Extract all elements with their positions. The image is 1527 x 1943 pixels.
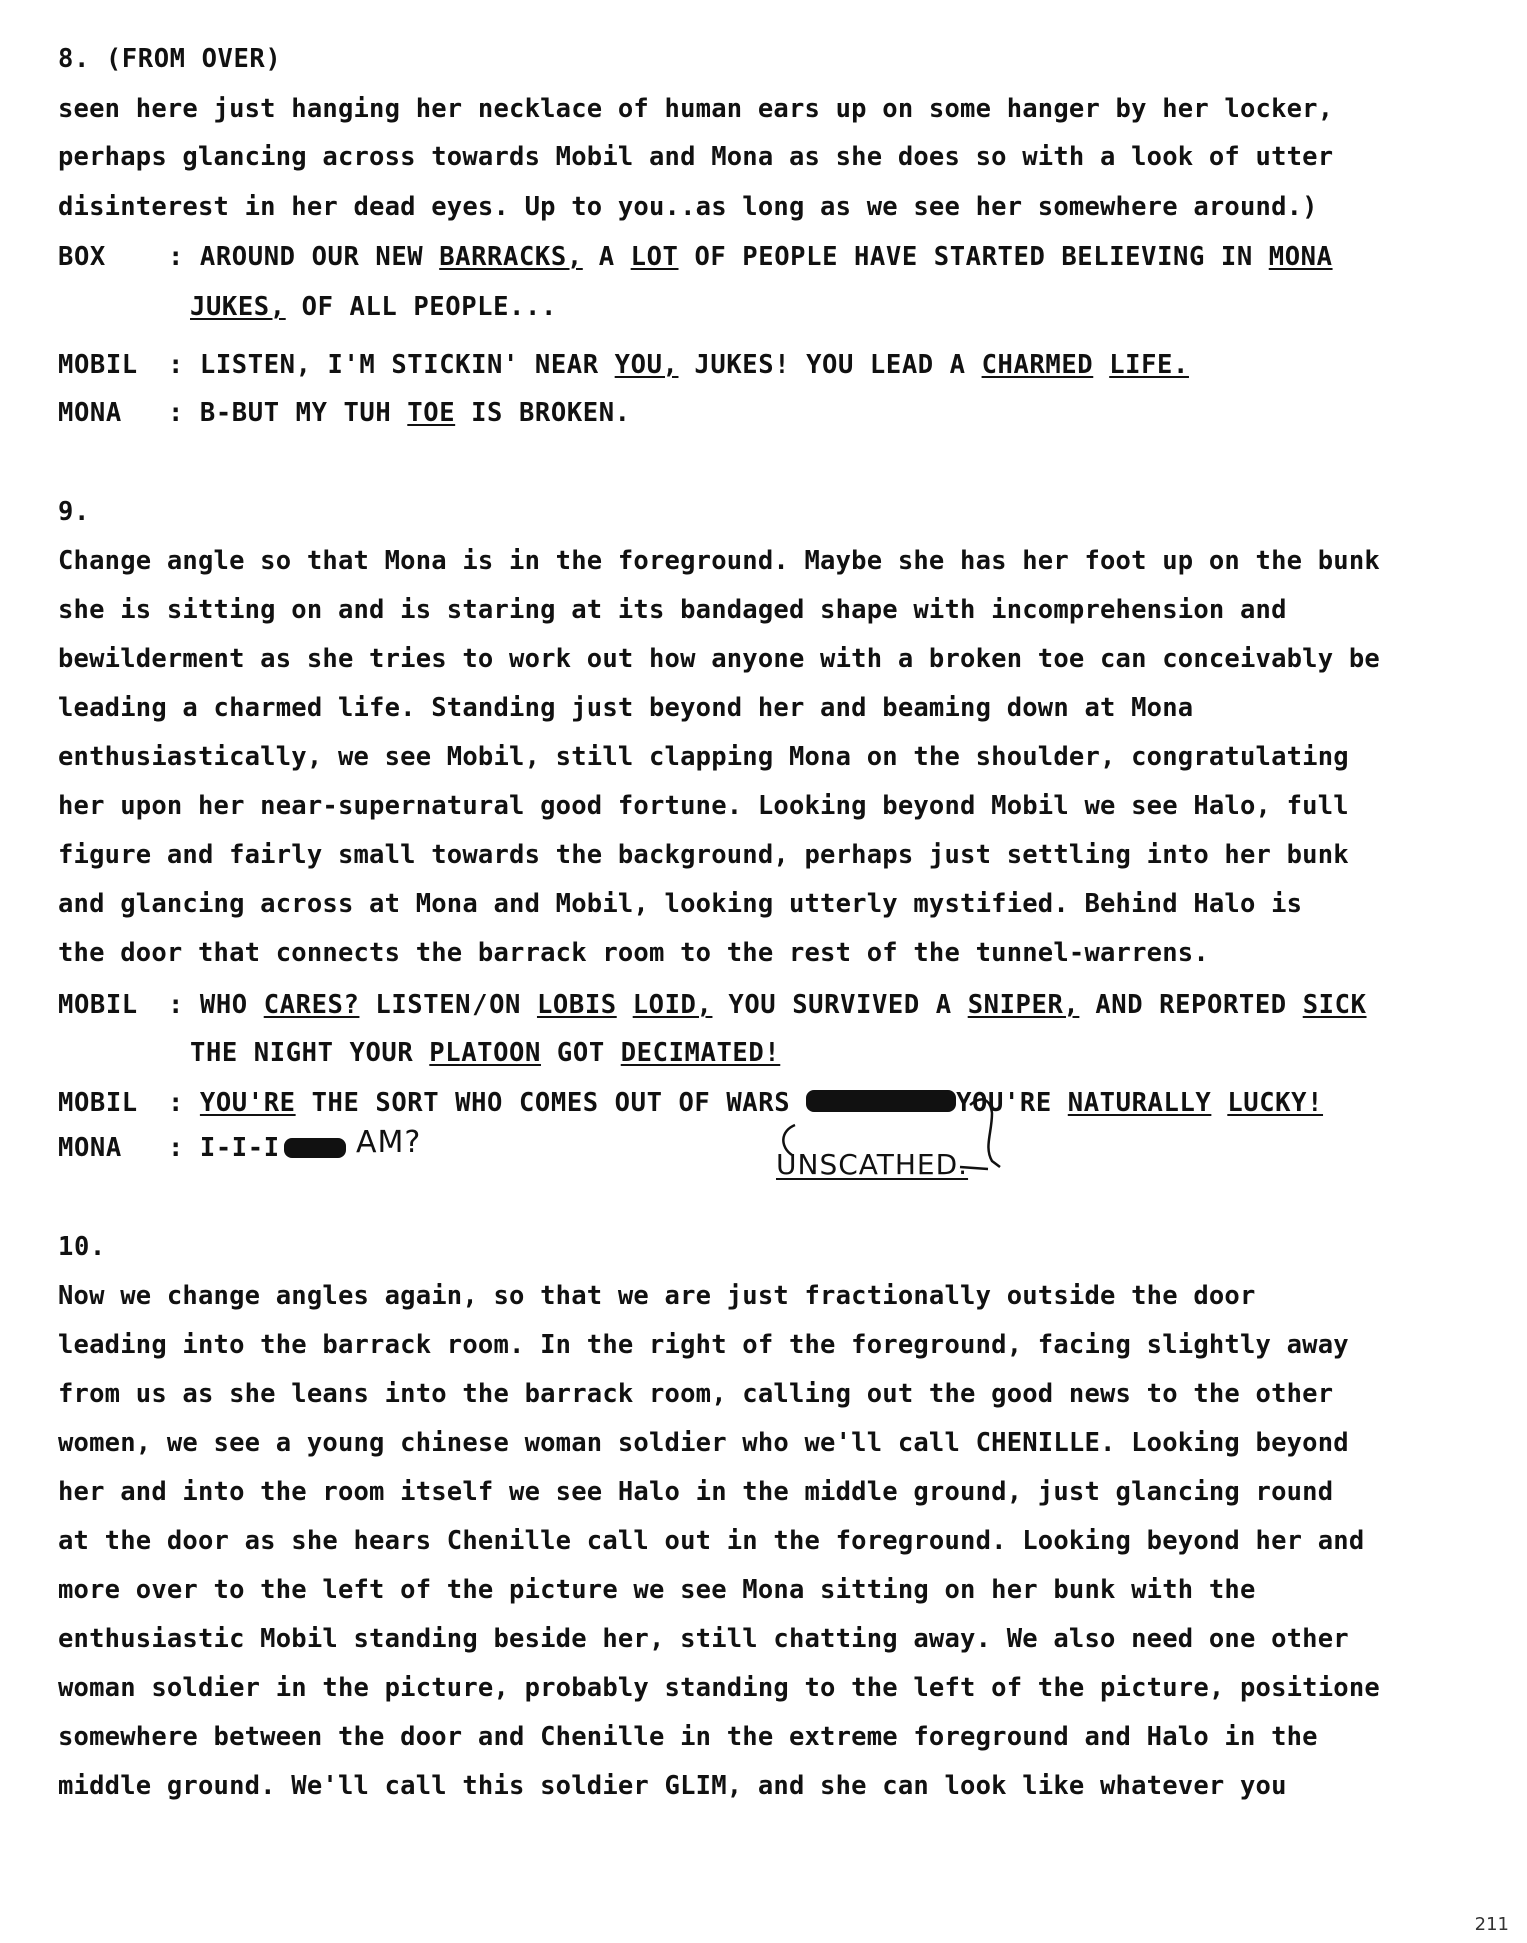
section-10-line-7: more over to the left of the picture we see Mona sitting on her bunk with the: [58, 1575, 1256, 1605]
dialogue-text: OF ALL PEOPLE...: [285, 292, 557, 322]
dialogue-text: LISTEN, I'M STICKIN' NEAR: [199, 350, 615, 380]
dialogue-mobil-1: [58, 350, 1478, 380]
section-9-line-5: enthusiastically, we see Mobil, still clapping Mona on the shoulder, congratulating: [58, 742, 1349, 772]
speaker-mobil: MOBIL: [58, 350, 138, 380]
dialogue-emphasis: CHARMED: [981, 350, 1094, 380]
section-8-line-2: perhaps glancing across towards Mobil and Mona as she does so with a look of utter: [58, 142, 1334, 172]
separator: :: [168, 350, 184, 380]
section-10-line-4: women, we see a young chinese woman soldier who we'll call CHENILLE. Looking beyond: [58, 1428, 1349, 1458]
section-8-heading: 8. (FROM OVER): [58, 44, 282, 74]
dialogue-text: A: [582, 242, 631, 272]
section-8-line-3: disinterest in her dead eyes. Up to you..as long as we see her somewhere around.): [58, 192, 1318, 222]
dialogue-text: B-BUT MY TUH: [199, 398, 408, 428]
dialogue-text: WHO: [199, 990, 264, 1020]
dialogue-text: OF PEOPLE HAVE STARTED BELIEVING IN: [678, 242, 1269, 272]
section-9-line-3: bewilderment as she tries to work out how anyone with a broken toe can conceivably be: [58, 644, 1380, 674]
section-10-line-3: from us as she leans into the barrack room, calling out the good news to the other: [58, 1379, 1334, 1409]
section-10-line-6: at the door as she hears Chenille call out in the foreground. Looking beyond her and: [58, 1526, 1365, 1556]
dialogue-emphasis: BARRACKS,: [439, 242, 583, 272]
speaker-mobil: MOBIL: [58, 1088, 138, 1118]
dialogue-emphasis: SICK: [1302, 990, 1367, 1020]
dialogue-mona-2: [58, 1133, 1478, 1163]
dialogue-mobil-2: [58, 990, 1478, 1020]
separator: :: [168, 242, 184, 272]
dialogue-emphasis: JUKES,: [190, 292, 286, 322]
dialogue-text: THE NIGHT YOUR: [190, 1038, 430, 1068]
dialogue-text: AROUND OUR NEW: [199, 242, 440, 272]
section-10-line-5: her and into the room itself we see Halo in the middle ground, just glancing round: [58, 1477, 1334, 1507]
dialogue-emphasis: LOBIS: [536, 990, 617, 1020]
section-10-line-2: leading into the barrack room. In the right of the foreground, facing slightly away: [58, 1330, 1349, 1360]
speaker-mobil: MOBIL: [58, 990, 138, 1020]
section-9-line-6: her upon her near-supernatural good fortune. Looking beyond Mobil we see Halo, full: [58, 791, 1349, 821]
dialogue-text: [1211, 1088, 1227, 1118]
dialogue-emphasis: LUCKY!: [1227, 1088, 1324, 1118]
page-number: 211: [1474, 1914, 1509, 1935]
crossed-out-word-scribble: [284, 1138, 346, 1158]
dialogue-text: I-I-I: [199, 1133, 280, 1163]
section-9-line-2: she is sitting on and is staring at its bandaged shape with incomprehension and: [58, 595, 1287, 625]
handwritten-am: AM?: [356, 1125, 422, 1160]
dialogue-emphasis: DECIMATED!: [620, 1038, 781, 1068]
dialogue-text: AND REPORTED: [1079, 990, 1303, 1020]
dialogue-text: LISTEN: [359, 990, 472, 1020]
dialogue-emphasis: PLATOON: [429, 1038, 541, 1068]
speaker-box: BOX: [58, 242, 106, 272]
dialogue-text: IS BROKEN.: [455, 398, 631, 428]
separator: :: [168, 1088, 184, 1118]
speaker-mona: MONA: [58, 398, 122, 428]
dialogue-text: GOT: [540, 1038, 621, 1068]
separator: :: [168, 398, 184, 428]
section-9-line-9: the door that connects the barrack room to the rest of the tunnel-warrens.: [58, 938, 1209, 968]
section-9-line-8: and glancing across at Mona and Mobil, looking utterly mystified. Behind Halo is: [58, 889, 1303, 919]
speaker-mona: MONA: [58, 1133, 122, 1163]
dialogue-text: [1093, 350, 1109, 380]
dialogue-emphasis: YOU,: [614, 350, 679, 380]
dialogue-emphasis: LOID,: [632, 990, 713, 1020]
dialogue-text: [617, 990, 633, 1020]
dialogue-text: YOU SURVIVED A: [712, 990, 968, 1020]
dialogue-emphasis: MONA: [1268, 242, 1333, 272]
section-10-line-9: woman soldier in the picture, probably standing to the left of the picture, positione: [58, 1673, 1380, 1703]
handwritten-unscathed: UNSCATHED.: [776, 1148, 969, 1181]
section-10-heading: 10.: [58, 1232, 106, 1262]
dialogue-emphasis: LIFE.: [1109, 350, 1189, 380]
section-10-line-8: enthusiastic Mobil standing beside her, still chatting away. We also need one other: [58, 1624, 1349, 1654]
dialogue-emphasis: YOU'RE: [199, 1088, 296, 1118]
dialogue-text: THE SORT WHO COMES OUT OF WARS: [295, 1088, 807, 1118]
dialogue-mobil-2-continued: [190, 1038, 1527, 1068]
dialogue-emphasis: TOE: [407, 398, 456, 428]
separator: :: [168, 1133, 184, 1163]
dialogue-box-continued: [190, 292, 1527, 322]
section-8-line-1: seen here just hanging her necklace of human ears up on some hanger by her locker,: [58, 94, 1334, 124]
section-9-line-7: figure and fairly small towards the background, perhaps just settling into her bunk: [58, 840, 1349, 870]
section-9-line-1: Change angle so that Mona is in the foreground. Maybe she has her foot up on the bunk: [58, 546, 1380, 576]
section-10-line-10: somewhere between the door and Chenille in the extreme foreground and Halo in the: [58, 1722, 1318, 1752]
dialogue-emphasis: NATURALLY: [1067, 1088, 1212, 1118]
dialogue-text: YOU'RE: [956, 1088, 1068, 1118]
section-10-line-1: Now we change angles again, so that we are just fractionally outside the door: [58, 1281, 1256, 1311]
section-9-line-4: leading a charmed life. Standing just beyond her and beaming down at Mona: [58, 693, 1194, 723]
section-9-heading: 9.: [58, 497, 90, 527]
dialogue-text: JUKES! YOU LEAD A: [678, 350, 982, 380]
dialogue-mobil-3: [58, 1088, 1478, 1118]
insert-mark: /: [472, 990, 489, 1020]
dialogue-emphasis: SNIPER,: [967, 990, 1080, 1020]
dialogue-text: ON: [489, 990, 537, 1020]
dialogue-box: [58, 242, 1478, 272]
dialogue-emphasis: LOT: [630, 242, 679, 272]
dialogue-emphasis: CARES?: [263, 990, 360, 1020]
dialogue-mona-1: [58, 398, 1478, 428]
separator: :: [168, 990, 184, 1020]
section-10-line-11: middle ground. We'll call this soldier GLIM, and she can look like whatever you: [58, 1771, 1287, 1801]
